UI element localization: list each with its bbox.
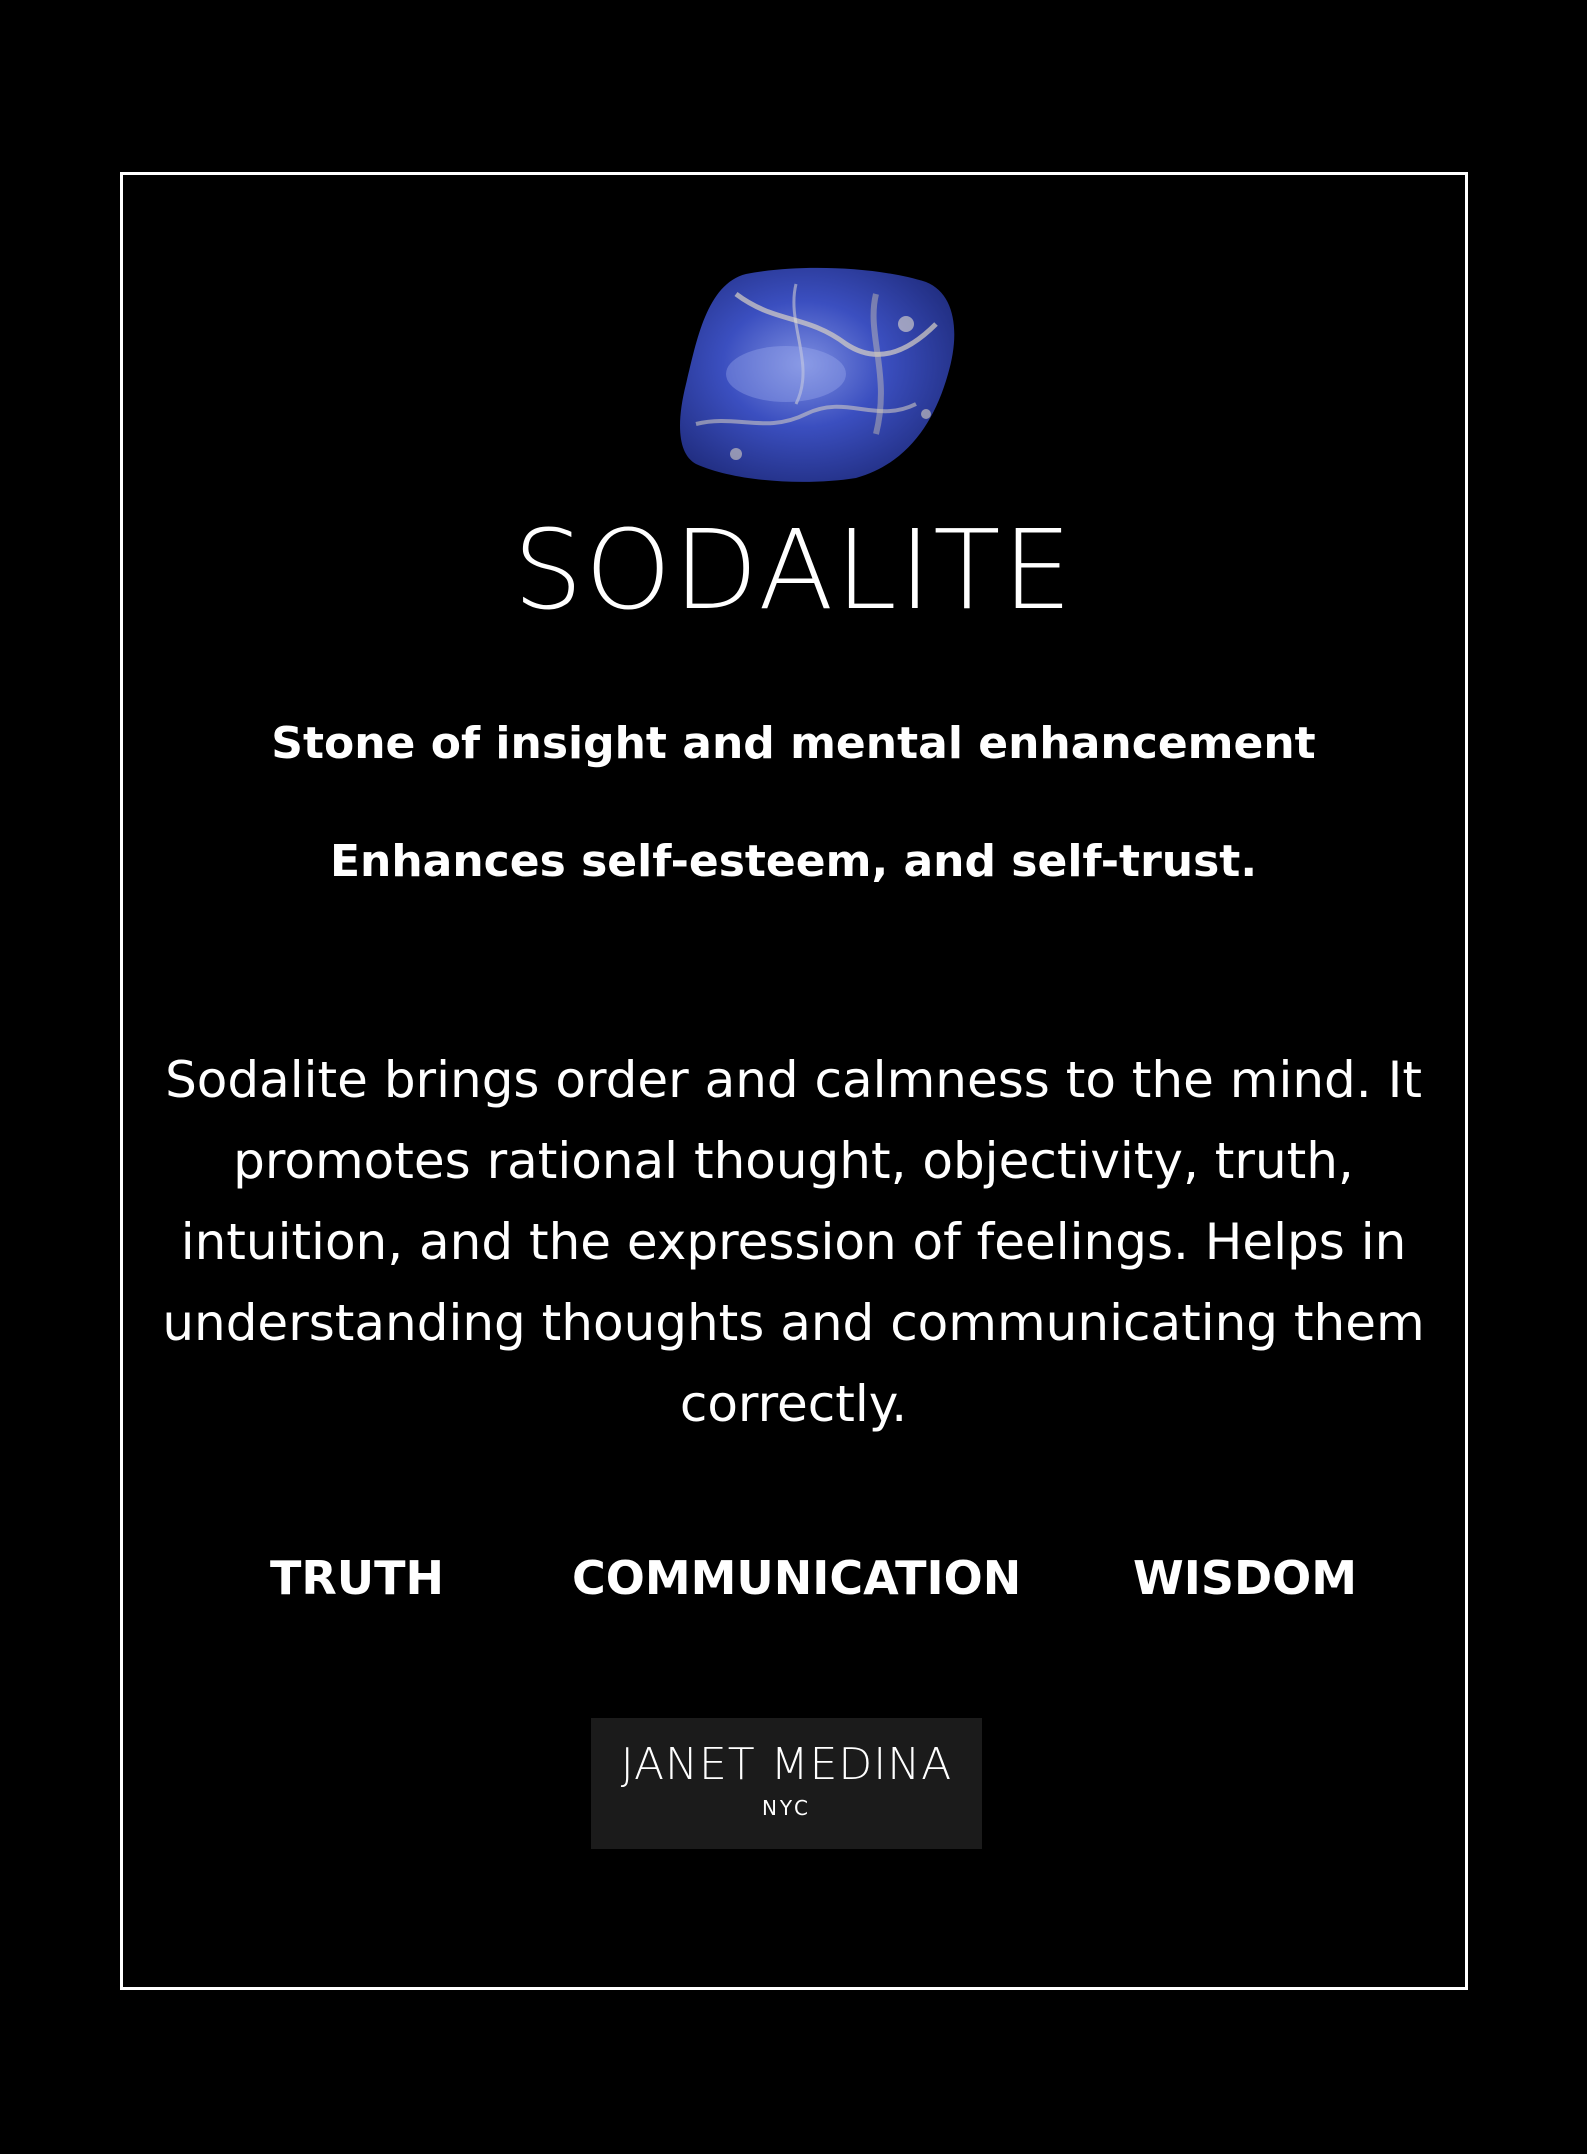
tagline-insight: Stone of insight and mental enhancement	[271, 718, 1316, 769]
logo-location: NYC	[761, 1796, 812, 1820]
brand-logo	[591, 1718, 982, 1849]
keyword-wisdom: WISDOM	[1133, 1551, 1358, 1605]
keywords-row	[0, 1548, 1587, 1608]
keyword-truth: TRUTH	[270, 1551, 445, 1605]
keyword-communication: COMMUNICATION	[572, 1551, 1022, 1605]
stone-title: SODALITE	[513, 506, 1074, 634]
tagline-self-esteem: Enhances self-esteem, and self-trust.	[329, 836, 1258, 887]
description-paragraph: Sodalite brings order and calmness to the mind. It promotes rational thought, objectivity, truth, intuition, and the expression of feelings. Helps in understanding thoughts and communicating them correctly.	[162, 1051, 1425, 1433]
sodalite-stone-image	[676, 264, 960, 486]
logo-name: JANET MEDINA	[620, 1739, 953, 1790]
